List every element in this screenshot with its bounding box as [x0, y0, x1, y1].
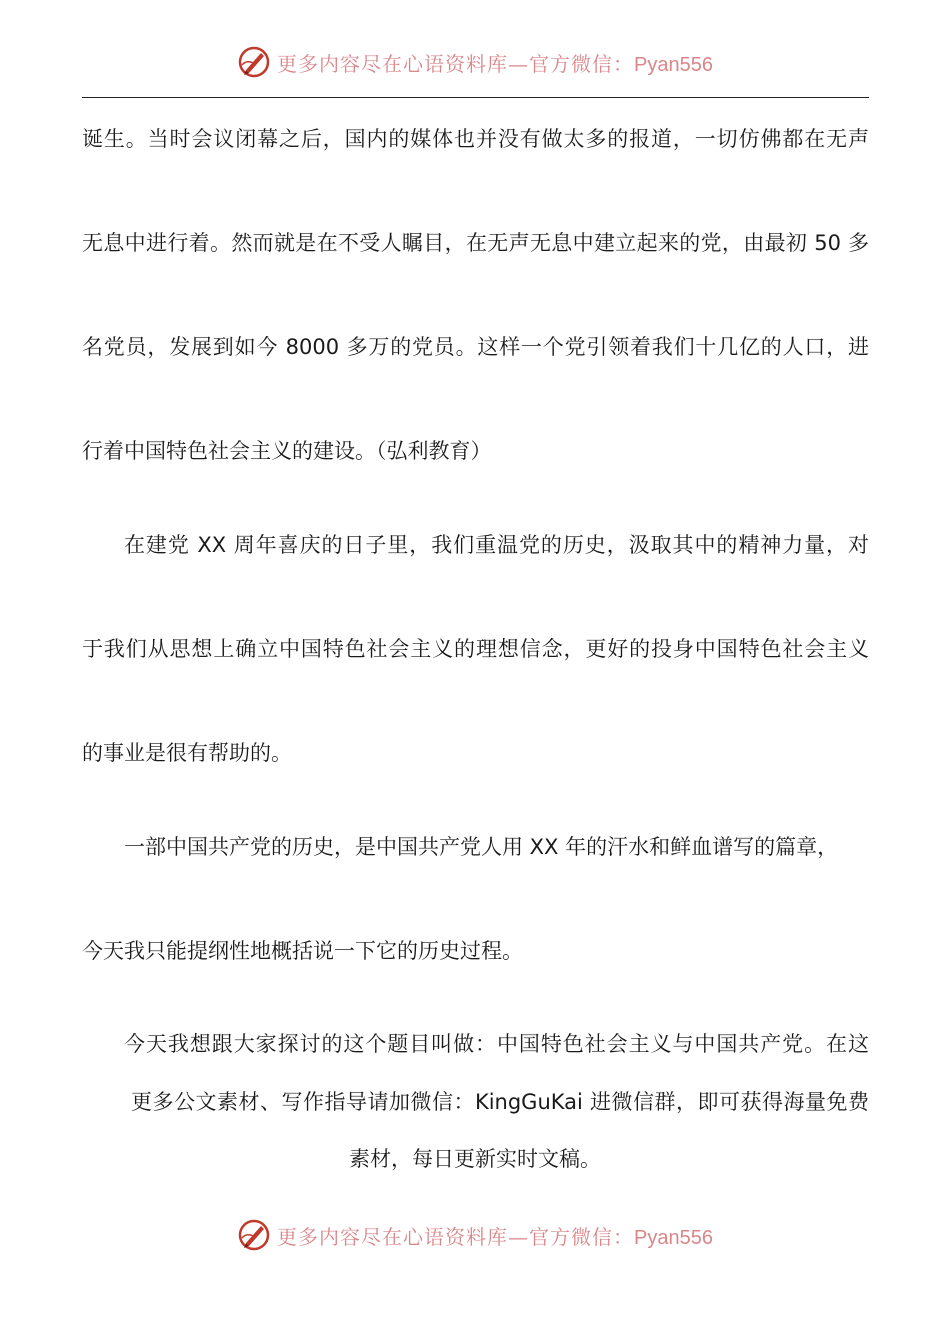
body-line: 素材，每日更新实时文稿。: [349, 1147, 601, 1171]
pen-logo-icon: [237, 1218, 271, 1252]
body-line: 今天我想跟大家探讨的这个题目叫做：中国特色社会主义与中国共产党。在这: [124, 1032, 869, 1056]
body-line: 今天我只能提纲性地概括说一下它的历史过程。: [82, 939, 523, 963]
header-wechat-id: Pyan556: [634, 53, 713, 76]
pen-logo-icon: [237, 45, 271, 79]
body-line: 的事业是很有帮助的。: [82, 741, 292, 765]
header-divider: [82, 97, 869, 98]
body-line: 在建党 XX 周年喜庆的日子里，我们重温党的历史，汲取其中的精神力量，对: [124, 533, 869, 557]
body-line: 名党员，发展到如今 8000 多万的党员。这样一个党引领着我们十几亿的人口，进: [82, 335, 869, 359]
body-line: 诞生。当时会议闭幕之后，国内的媒体也并没有做太多的报道，一切仿佛都在无声: [82, 127, 869, 151]
body-line: 于我们从思想上确立中国特色社会主义的理想信念，更好的投身中国特色社会主义: [82, 637, 869, 661]
footer-wechat-id: Pyan556: [634, 1226, 713, 1249]
header-text: [277, 48, 713, 77]
body-line: 无息中进行着。然而就是在不受人瞩目，在无声无息中建立起来的党，由最初 50 多: [82, 231, 869, 255]
footer-prefix: 更多内容尽在心语资料库—: [277, 1224, 530, 1249]
footer-text: [277, 1221, 713, 1250]
footer-wechat-label: 官方微信：: [529, 1224, 635, 1249]
body-line: 更多公文素材、写作指导请加微信：KingGuKai 进微信群，即可获得海量免费: [131, 1090, 869, 1114]
body-line: 行着中国特色社会主义的建设。（弘利教育）: [82, 439, 492, 463]
header-wechat-label: 官方微信：: [529, 51, 635, 76]
page-header: [0, 42, 950, 82]
header-prefix: 更多内容尽在心语资料库—: [277, 51, 530, 76]
body-line: 一部中国共产党的历史，是中国共产党人用 XX 年的汗水和鲜血谱写的篇章，: [124, 835, 839, 859]
page-footer: [0, 1215, 950, 1255]
